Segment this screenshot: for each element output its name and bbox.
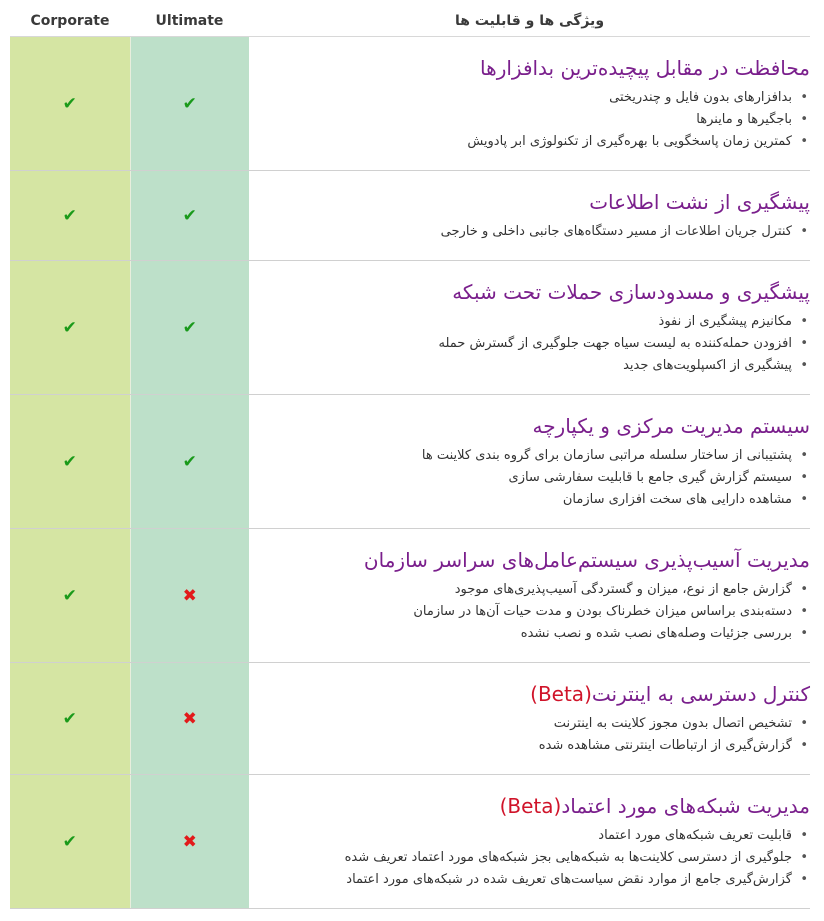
checkmark-icon: ✔ — [182, 94, 197, 114]
ultimate-cell — [130, 171, 249, 261]
feature-title-text: سیستم مدیریت مرکزی و یکپارچه — [532, 413, 810, 438]
list-item: • بررسی جزئیات وصله‌های نصب شده و نصب نشده — [249, 623, 810, 645]
feature-bullet-list — [249, 221, 810, 243]
list-item: • کمترین زمان پاسخگویی با بهره‌گیری از تکنولوژی ابر پادویش — [249, 131, 810, 153]
checkmark-icon: ✔ — [62, 832, 77, 852]
checkmark-icon: ✔ — [62, 709, 77, 729]
feature-bullet-list — [249, 825, 810, 891]
list-item: • گزارش‌گیری جامع از موارد نقض سیاست‌های تعریف شده در شبکه‌های مورد اعتماد — [249, 869, 810, 891]
ultimate-cell — [130, 395, 249, 529]
list-item: • بدافزارهای بدون فایل و چندریختی — [249, 87, 810, 109]
feature-title — [249, 793, 810, 819]
table-header-row — [10, 6, 810, 37]
checkmark-icon: ✔ — [62, 318, 77, 338]
checkmark-icon: ✔ — [182, 318, 197, 338]
feature-title — [249, 681, 810, 707]
feature-bullet-list — [249, 445, 810, 511]
list-item: • گزارش جامع از نوع، میزان و گستردگی آسیب‌پذیری‌های موجود — [249, 579, 810, 601]
feature-cell — [249, 171, 810, 261]
feature-title — [249, 547, 810, 573]
feature-bullet-list — [249, 87, 810, 153]
beta-label: (Beta) — [499, 793, 562, 818]
checkmark-icon: ✔ — [62, 206, 77, 226]
feature-cell — [249, 395, 810, 529]
cross-icon: ✖ — [182, 832, 197, 852]
ultimate-cell — [130, 529, 249, 663]
ultimate-cell — [130, 37, 249, 171]
ultimate-cell — [130, 261, 249, 395]
feature-bullet-list — [249, 311, 810, 377]
feature-cell — [249, 529, 810, 663]
feature-title-text: پیشگیری از نشت اطلاعات — [589, 189, 810, 214]
cross-icon: ✖ — [182, 586, 197, 606]
corporate-cell — [10, 775, 130, 909]
table-row — [10, 37, 810, 171]
feature-cell — [249, 37, 810, 171]
features-column-header: ویژگی ها و قابلیت ها — [249, 6, 810, 37]
feature-bullet-list — [249, 713, 810, 757]
checkmark-icon: ✔ — [62, 586, 77, 606]
feature-bullet-list — [249, 579, 810, 645]
cross-icon: ✖ — [182, 709, 197, 729]
ultimate-cell — [130, 775, 249, 909]
list-item: • مشاهده دارایی های سخت افزاری سازمان — [249, 489, 810, 511]
list-item: • پیشگیری از اکسپلویت‌های جدید — [249, 355, 810, 377]
list-item: • سیستم گزارش گیری جامع با قابلیت سفارشی سازی — [249, 467, 810, 489]
feature-comparison-table — [10, 6, 810, 909]
checkmark-icon: ✔ — [62, 452, 77, 472]
table-row — [10, 529, 810, 663]
table-row — [10, 171, 810, 261]
list-item: • گزارش‌گیری از ارتباطات اینترنتی مشاهده شده — [249, 735, 810, 757]
feature-title-text: محافظت در مقابل پیچیده‌ترین بدافزارها — [480, 55, 810, 80]
list-item: • قابلیت تعریف شبکه‌های مورد اعتماد — [249, 825, 810, 847]
feature-title-text: کنترل دسترسی به اینترنت — [591, 681, 810, 706]
corporate-cell — [10, 395, 130, 529]
ultimate-cell — [130, 663, 249, 775]
list-item: • باجگیرها و ماینرها — [249, 109, 810, 131]
list-item: • تشخیص اتصال بدون مجوز کلاینت به اینترنت — [249, 713, 810, 735]
corporate-cell — [10, 529, 130, 663]
corporate-cell — [10, 663, 130, 775]
checkmark-icon: ✔ — [182, 452, 197, 472]
list-item: • کنترل جریان اطلاعات از مسیر دستگاه‌های جانبی داخلی و خارجی — [249, 221, 810, 243]
ultimate-column-header: Ultimate — [130, 6, 249, 37]
corporate-cell — [10, 37, 130, 171]
list-item: • افزودن حمله‌کننده به لیست سیاه جهت جلوگیری از گسترش حمله — [249, 333, 810, 355]
list-item: • دسته‌بندی براساس میزان خطرناک بودن و مدت حیات آن‌ها در سازمان — [249, 601, 810, 623]
table-row — [10, 663, 810, 775]
list-item: • مکانیزم پیشگیری از نفوذ — [249, 311, 810, 333]
checkmark-icon: ✔ — [182, 206, 197, 226]
feature-cell — [249, 775, 810, 909]
feature-title-text: مدیریت شبکه‌های مورد اعتماد — [561, 793, 810, 818]
table-row — [10, 261, 810, 395]
corporate-column-header: Corporate — [10, 6, 130, 37]
table-row — [10, 395, 810, 529]
feature-title — [249, 189, 810, 215]
list-item: • پشتیبانی از ساختار سلسله مراتبی سازمان برای گروه بندی کلاینت ها — [249, 445, 810, 467]
feature-title-text: مدیریت آسیب‌پذیری سیستم‌عامل‌های سراسر سازمان — [363, 547, 810, 572]
checkmark-icon: ✔ — [62, 94, 77, 114]
table-row — [10, 775, 810, 909]
list-item: • جلوگیری از دسترسی کلاینت‌ها به شبکه‌هایی بجز شبکه‌های مورد اعتماد تعریف شده — [249, 847, 810, 869]
beta-label: (Beta) — [530, 681, 592, 706]
feature-title-text: پیشگیری و مسدودسازی حملات تحت شبکه — [452, 279, 810, 304]
feature-title — [249, 279, 810, 305]
feature-title — [249, 413, 810, 439]
corporate-cell — [10, 261, 130, 395]
feature-title — [249, 55, 810, 81]
feature-cell — [249, 261, 810, 395]
feature-cell — [249, 663, 810, 775]
corporate-cell — [10, 171, 130, 261]
